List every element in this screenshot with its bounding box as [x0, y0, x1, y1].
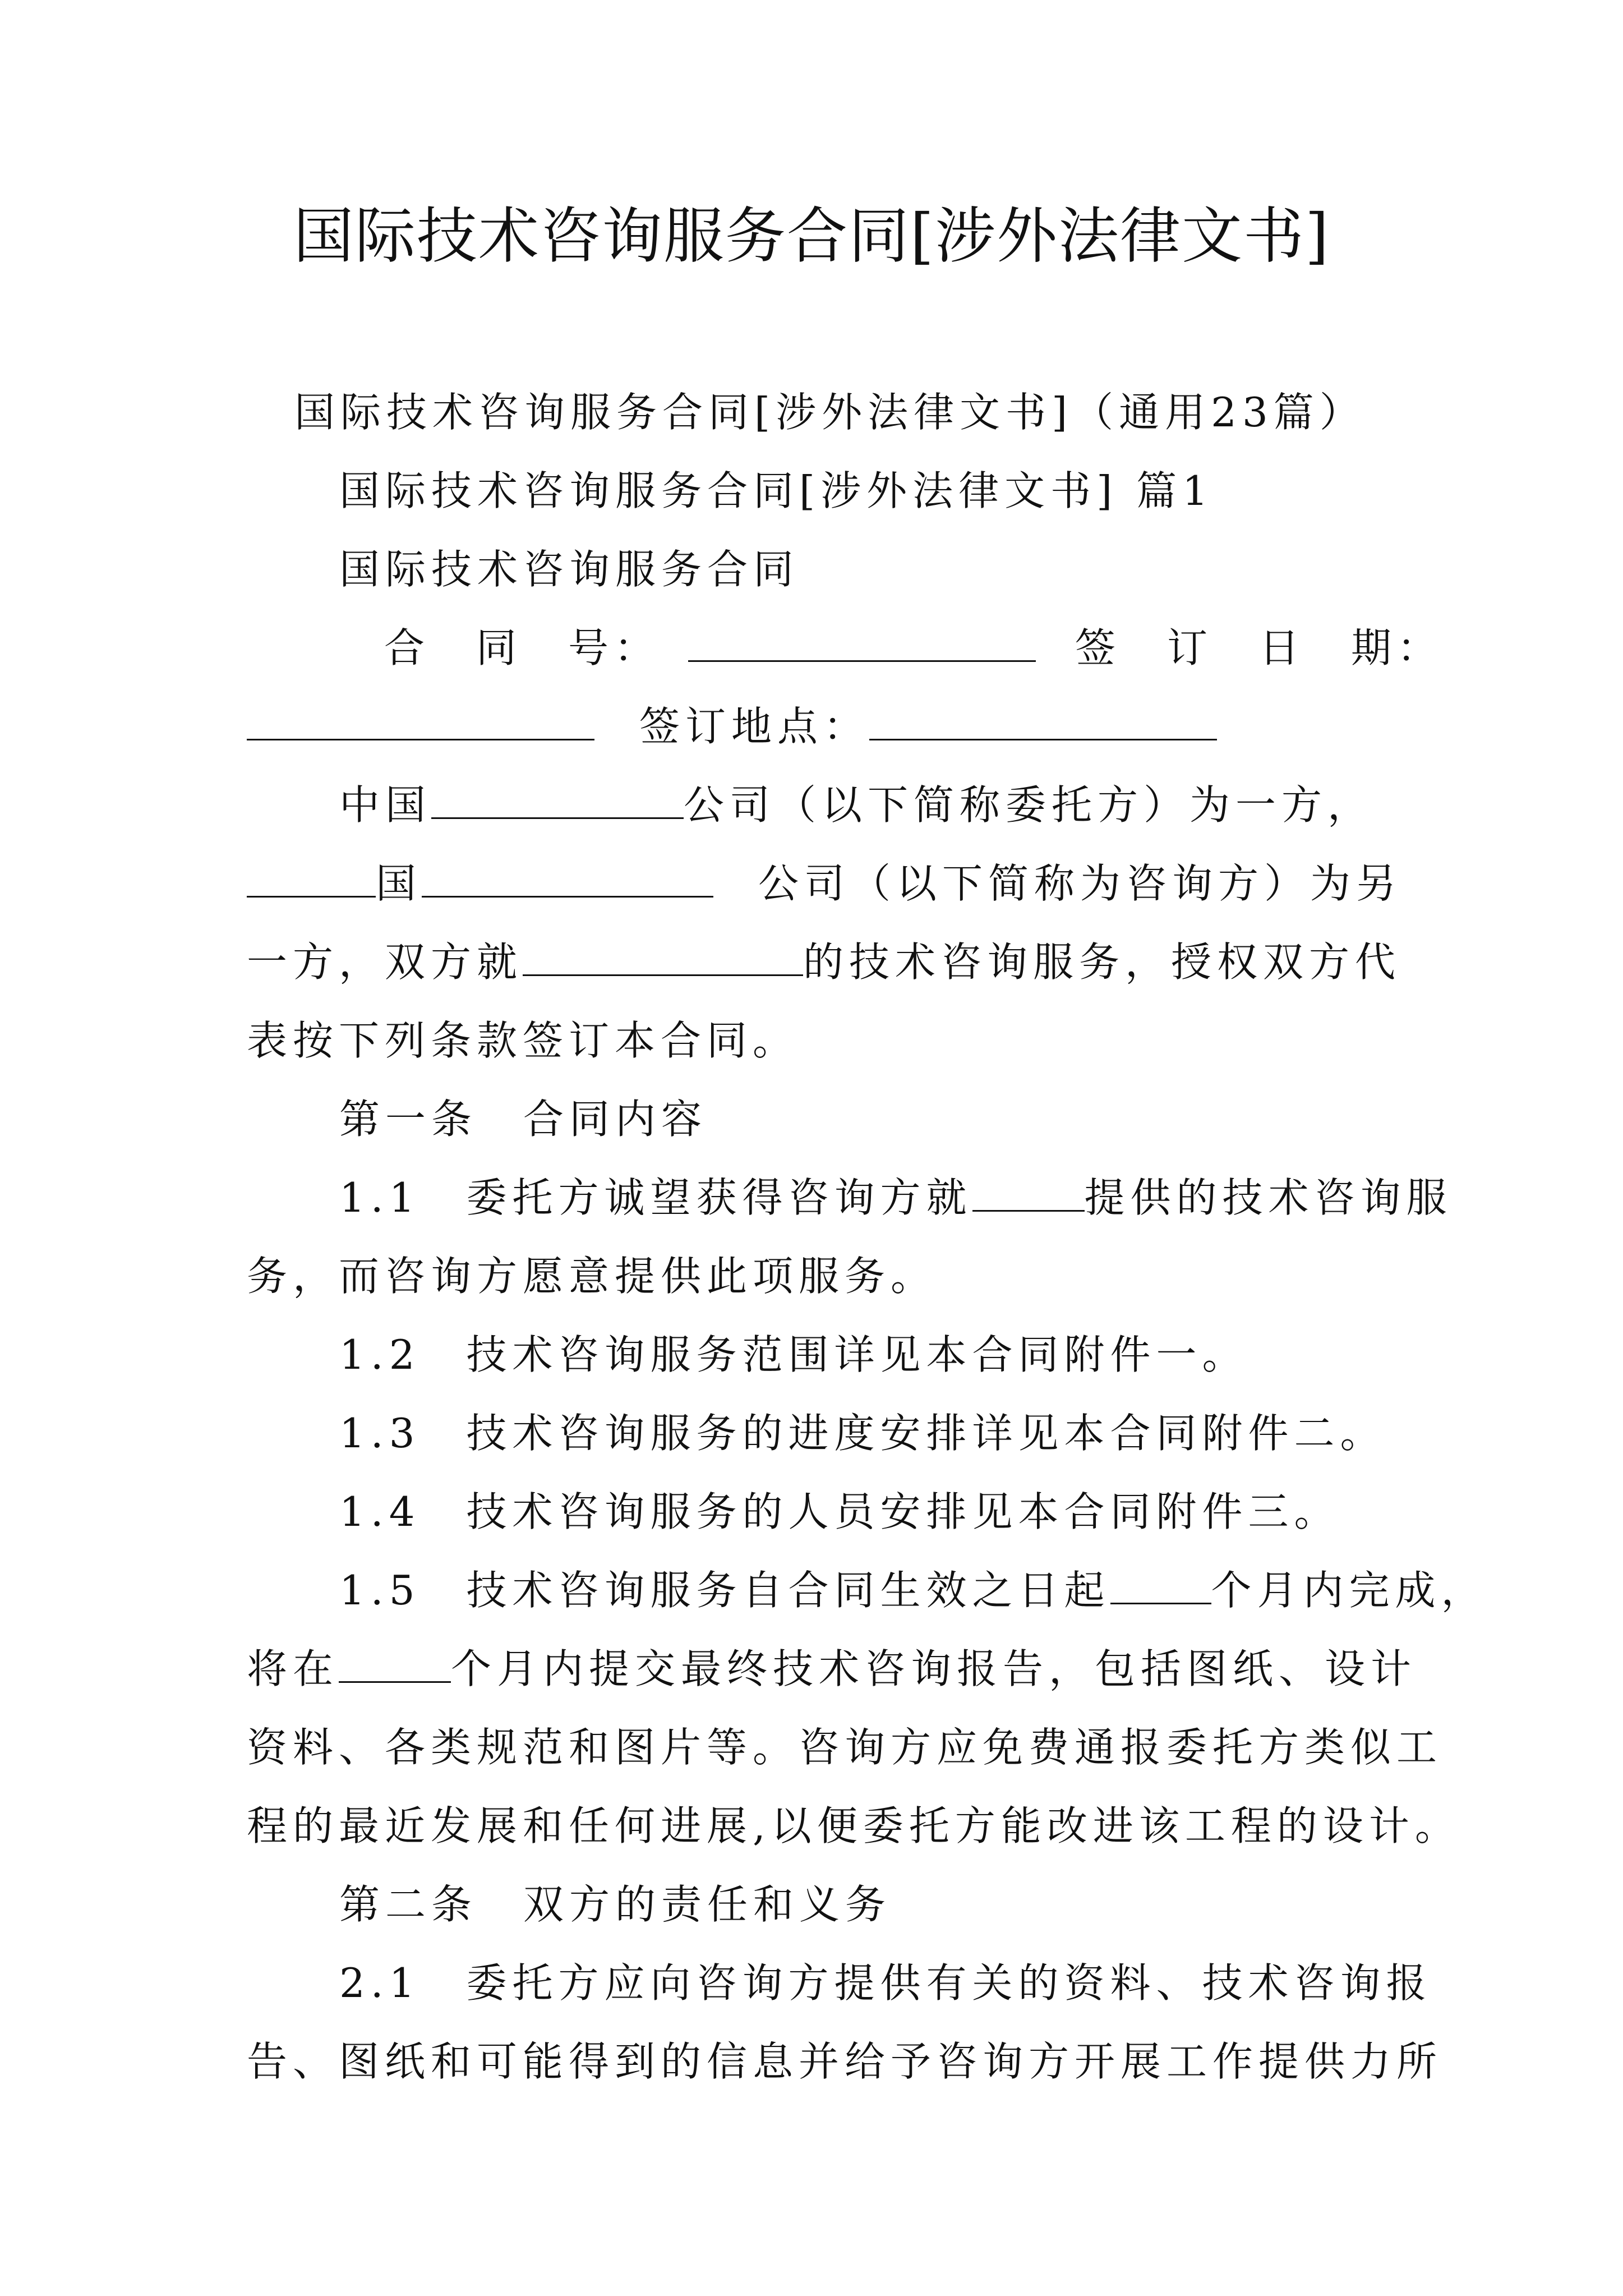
article1-title: 第一条 合同内容 [339, 1096, 708, 1143]
para1-text-f: 的技术咨询服务，授权双方代 [803, 938, 1401, 986]
sign-place-blank[interactable] [869, 704, 1217, 740]
clause-1-2: 1.2 技术咨询服务范围详见本合同附件一。 [339, 1331, 1248, 1378]
clause-1-1-line1 [339, 1158, 1478, 1237]
clause-1-1-line2: 务，而咨询方愿意提供此项服务。 [247, 1253, 937, 1300]
clause-1-1-blank[interactable] [972, 1175, 1085, 1212]
intro-line-1: 国际技术咨询服务合同[涉外法律文书]（通用23篇） [294, 389, 1366, 436]
clause-1-5-line2 [247, 1630, 1417, 1708]
para1-text-a: 中国 [339, 781, 432, 829]
clause-1-5-text-a: 1.5 技术咨询服务自合同生效之日起 [339, 1567, 1110, 1614]
intro-line-3: 国际技术咨询服务合同 [339, 546, 800, 593]
report-months-blank[interactable] [339, 1646, 451, 1683]
sign-date-blank[interactable] [247, 704, 594, 740]
intro-line-2: 国际技术咨询服务合同[涉外法律文书] 篇1 [339, 467, 1214, 514]
foreign-company-blank[interactable] [422, 861, 713, 898]
completion-months-blank[interactable] [1110, 1568, 1211, 1604]
contract-no-label: 合 同 号： [384, 624, 661, 671]
para1-text-c: 国 [376, 860, 422, 907]
clause-1-5-text-d: 个月内提交最终技术咨询报告，包括图纸、设计 [451, 1645, 1417, 1692]
sign-place-line [247, 687, 1385, 766]
clause-2-1-line1: 2.1 委托方应向咨询方提供有关的资料、技术咨询报 [339, 1959, 1432, 2007]
para1-text-d: 公司（以下简称为咨询方）为另 [758, 860, 1403, 907]
subject-blank[interactable] [523, 940, 803, 976]
para1-line1 [339, 766, 1478, 844]
clause-1-4: 1.4 技术咨询服务的人员安排见本合同附件三。 [339, 1488, 1340, 1535]
clause-1-5-line1 [339, 1551, 1487, 1630]
clause-1-3: 1.3 技术咨询服务的进度安排详见本合同附件二。 [339, 1410, 1386, 1457]
clause-1-5-text-c: 将在 [247, 1645, 339, 1692]
document-title: 国际技术咨询服务合同[涉外法律文书] [293, 201, 1330, 272]
article2-title: 第二条 双方的责任和义务 [339, 1881, 892, 1928]
para1-text-b: 公司（以下简称委托方）为一方， [684, 781, 1374, 829]
sign-date-label: 签 订 日 期： [1075, 624, 1444, 671]
china-company-blank[interactable] [431, 783, 684, 819]
country-blank[interactable] [247, 861, 376, 898]
para1-text-e: 一方，双方就 [247, 938, 523, 986]
sign-place-label: 签订地点： [639, 703, 870, 750]
clause-1-1-text-a: 1.1 委托方诚望获得咨询方就 [339, 1174, 972, 1221]
contract-header-line [384, 609, 1523, 687]
clause-1-5-line4: 程的最近发展和任何进展,以便委托方能改进该工程的设计。 [247, 1802, 1461, 1849]
clause-2-1-line2: 告、图纸和可能得到的信息并给予咨询方开展工作提供力所 [247, 2038, 1443, 2085]
para1-line3 [247, 923, 1401, 1001]
contract-no-blank[interactable] [688, 625, 1036, 662]
clause-1-5-text-b: 个月内完成， [1211, 1567, 1487, 1614]
para1-line2 [247, 844, 1403, 923]
clause-1-5-line3: 资料、各类规范和图片等。咨询方应免费通报委托方类似工 [247, 1724, 1443, 1771]
clause-1-1-text-b: 提供的技术咨询服 [1084, 1174, 1453, 1221]
para1-line4: 表按下列条款签订本合同。 [247, 1017, 799, 1064]
